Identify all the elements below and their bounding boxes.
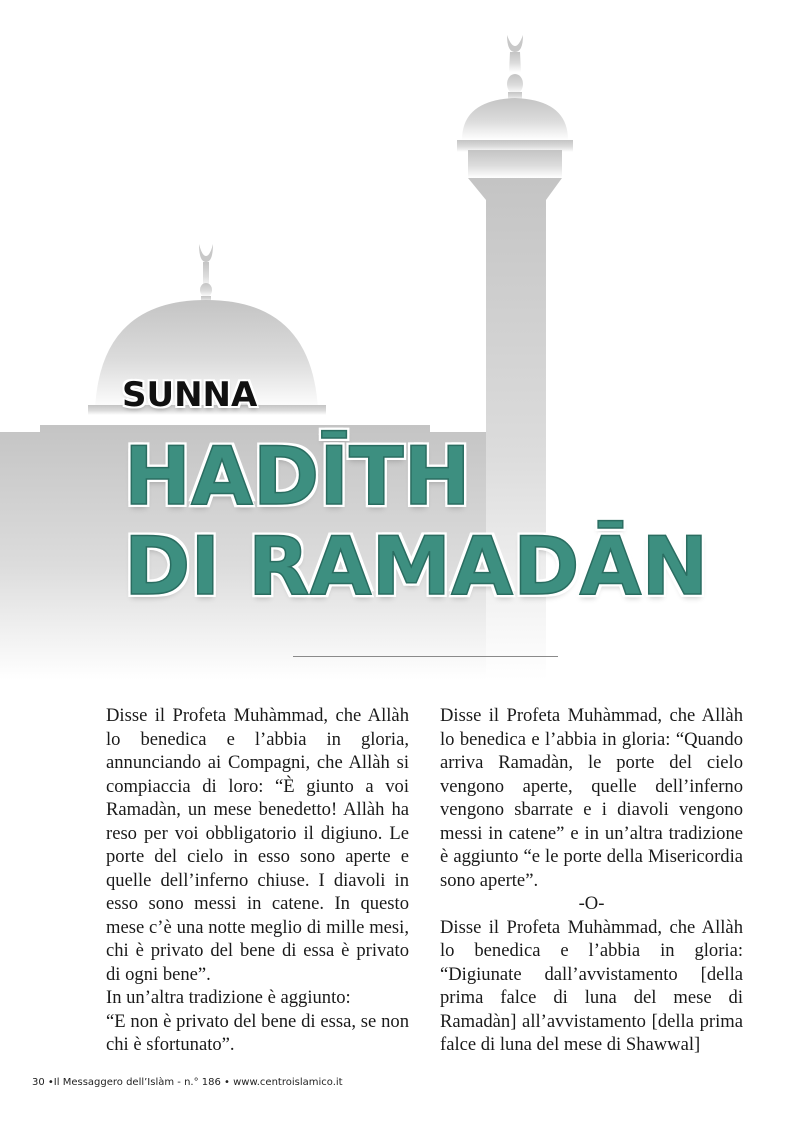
article-title bbox=[124, 432, 708, 612]
text-column-right bbox=[440, 704, 743, 1057]
section-kicker: SUNNA bbox=[122, 375, 258, 415]
title-line-1: HADĪTH bbox=[124, 430, 471, 523]
paragraph: Disse il Profeta Muhàmmad, che Allàh lo benedica e l’abbia in gloria: “Quando arriva Ramadàn, le porte del cielo vengono aperte, quelle dell’inferno vengono sbarrate e i diavoli vengono messi in catene” e in un’altra tradizione è aggiunto “e le porte della Misericordia sono aperte”. bbox=[440, 705, 743, 891]
section-separator: -O- bbox=[578, 893, 605, 914]
text-column-left bbox=[106, 704, 409, 1057]
page-footer: 30 •Il Messaggero dell’Islàm - n.° 186 • www.centroislamico.it bbox=[32, 1077, 343, 1088]
title-divider bbox=[293, 656, 558, 657]
paragraph: Disse il Profeta Muhàmmad, che Allàh lo benedica e l’abbia in gloria, annunciando ai Compagni, che Allàh si compiaccia di loro: “È giunto a voi Ramadàn, un mese benedetto! Allàh ha reso per voi obbligatorio il digiuno. Le porte del cielo in esso sono aperte e quelle dell’inferno chiuse. I diavoli in esso sono messi in catene. In questo mese c’è una notte meglio di mille mesi, chi è privato del bene di essa è privato di ogni bene”. bbox=[106, 705, 409, 985]
paragraph: In un’altra tradizione è aggiunto: bbox=[106, 987, 351, 1008]
paragraph: Disse il Profeta Muhàmmad, che Allàh lo benedica e l’abbia in gloria: “Digiunate dall’avvistamento [della prima falce di luna del mese di Ramadàn] all’avvistamento [della prima falce di luna del mese di Shawwal] bbox=[440, 916, 743, 1055]
title-line-2: DI RAMADĀN bbox=[124, 520, 709, 613]
paragraph: “E non è privato del bene di essa, se non chi è sfortunato”. bbox=[106, 1010, 409, 1055]
